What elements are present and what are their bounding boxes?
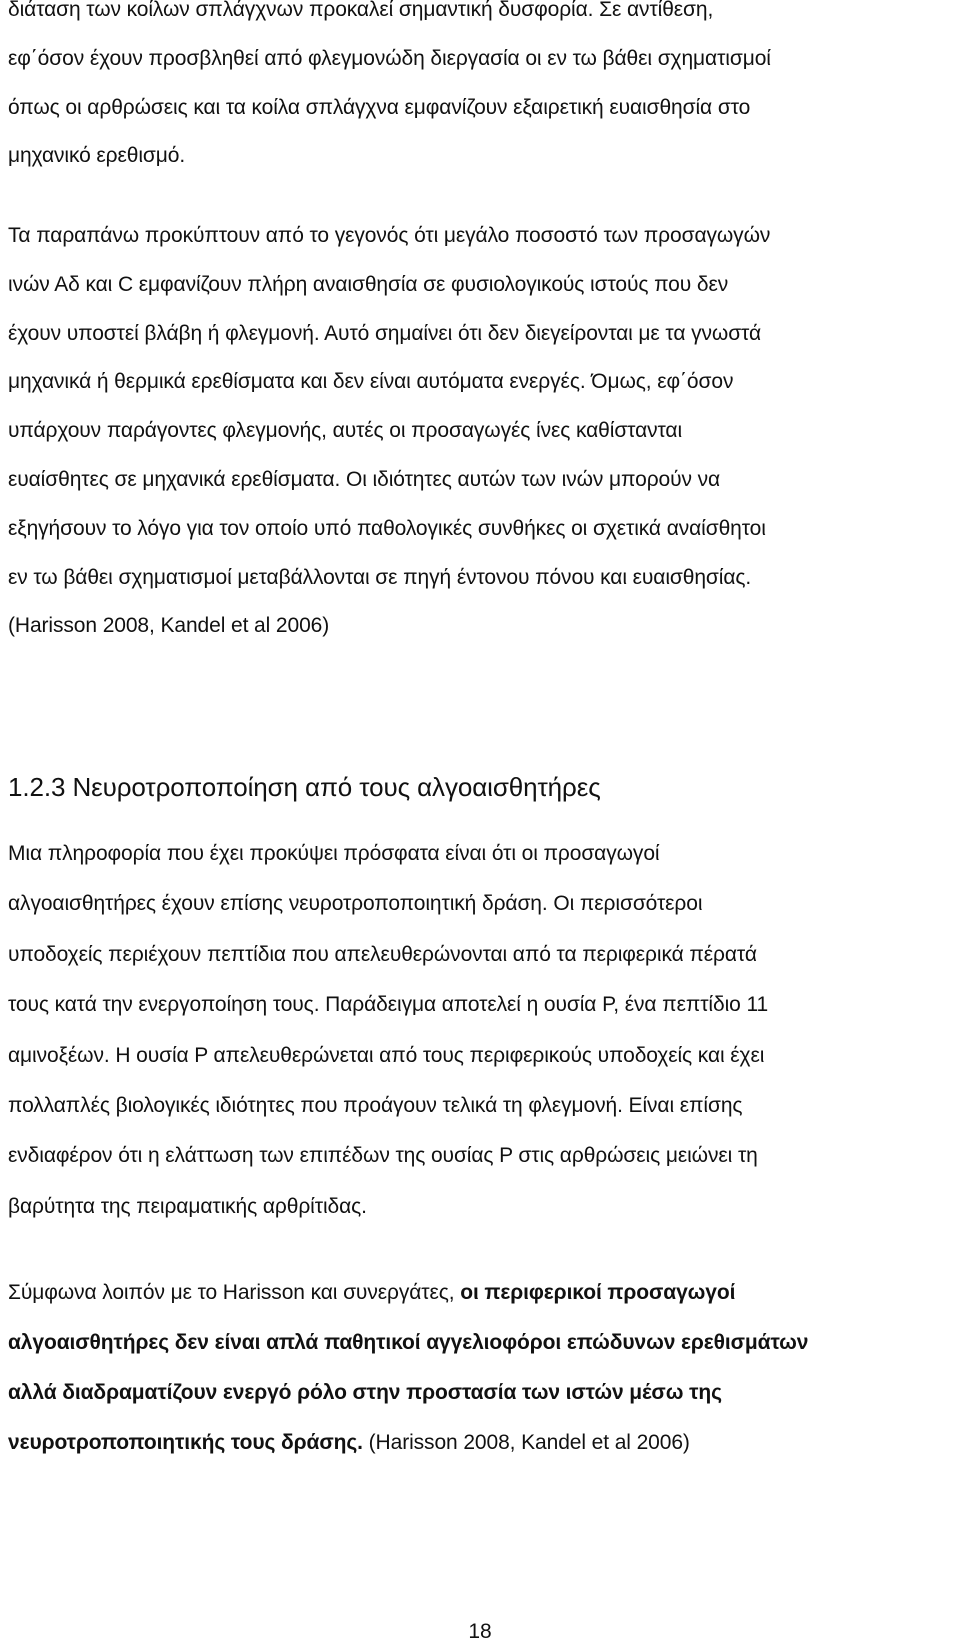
text-line: βαρύτητα της πειραματικής αρθρίτιδας. xyxy=(8,1194,367,1218)
paragraph-conclusion xyxy=(8,1268,948,1468)
text-line: όπως οι αρθρώσεις και τα κοίλα σπλάγχνα εμφανίζουν εξαιρετική ευαισθησία στο xyxy=(8,95,751,119)
text-line: Μια πληροφορία που έχει προκύψει πρόσφατα είναι ότι οι προσαγωγοί xyxy=(8,842,660,865)
text-line: πολλαπλές βιολογικές ιδιότητες που προάγουν τελικά τη φλεγμονή. Είναι επίσης xyxy=(8,1094,743,1118)
text-line: υποδοχείς περιέχουν πεπτίδια που απελευθερώνονται από τα περιφερικά πέρατά xyxy=(8,942,757,966)
text-line: αμινοξέων. Η ουσία P απελευθερώνεται από τους περιφερικούς υποδοχείς και έχει xyxy=(8,1043,765,1067)
paragraph-intro-continued xyxy=(8,0,948,181)
text-line: ινών Αδ και C εμφανίζουν πλήρη αναισθησία σε φυσιολογικούς ιστούς που δεν xyxy=(8,272,729,296)
text-line: μηχανικό ερεθισμό. xyxy=(8,144,186,168)
text-line: εν τω βάθει σχηματισμοί μεταβάλλονται σε πηγή έντονου πόνου και ευαισθησίας. xyxy=(8,565,752,589)
text-line xyxy=(8,1418,948,1468)
citation-text: (Harisson 2008, Kandel et al 2006) xyxy=(362,1431,690,1454)
text-line: υπάρχουν παράγοντες φλεγμονής, αυτές οι προσαγωγές ίνες καθίστανται xyxy=(8,419,683,443)
citation-line: (Harisson 2008, Kandel et al 2006) xyxy=(8,614,330,638)
text-line: έχουν υποστεί βλάβη ή φλεγμονή. Αυτό σημαίνει ότι δεν διεγείρονται με τα γνωστά xyxy=(8,321,761,345)
text-line: εξηγήσουν το λόγο για τον οποίο υπό παθολογικές συνθήκες οι σχετικά αναίσθητοι xyxy=(8,516,766,540)
text-line: εφ΄όσον έχουν προσβληθεί από φλεγμονώδη διεργασία οι εν τω βάθει σχηματισμοί xyxy=(8,46,771,70)
text-bold: νευροτροποποιητικής τους δράσης. xyxy=(8,1431,363,1454)
text-line: τους κατά την ενεργοποίηση τους. Παράδειγμα αποτελεί η ουσία P, ένα πεπτίδιο 11 xyxy=(8,993,769,1017)
text-line-bold: αλλά διαδραματίζουν ενεργό ρόλο στην προστασία των ιστών μέσω της xyxy=(8,1381,722,1404)
text-line: διάταση των κοίλων σπλάγχνων προκαλεί σημαντική δυσφορία. Σε αντίθεση, xyxy=(8,0,714,21)
text-line-bold: αλγοαισθητήρες δεν είναι απλά παθητικοί αγγελιοφόροι επώδυνων ερεθισμάτων xyxy=(8,1331,809,1354)
text-bold: οι περιφερικοί προσαγωγοί xyxy=(460,1281,736,1304)
paragraph-afferent-fibers xyxy=(8,212,948,651)
text-line xyxy=(8,1268,948,1318)
text-line: μηχανικά ή θερμικά ερεθίσματα και δεν είναι αυτόματα ενεργές. Όμως, εφ΄όσον xyxy=(8,370,734,394)
paragraph-neuromodulation xyxy=(8,829,948,1232)
text-line: ευαίσθητες σε μηχανικά ερεθίσματα. Οι ιδιότητες αυτών των ινών μπορούν να xyxy=(8,467,721,491)
text-normal: Σύμφωνα λοιπόν με το Harisson και συνεργάτες, xyxy=(8,1281,461,1304)
text-line: ενδιαφέρον ότι η ελάττωση των επιπέδων της ουσίας P στις αρθρώσεις μειώνει τη xyxy=(8,1144,758,1168)
text-line: Τα παραπάνω προκύπτουν από το γεγονός ότι μεγάλο ποσοστό των προσαγωγών xyxy=(8,224,771,247)
section-heading: 1.2.3 Νευροτροποποίηση από τους αλγοαισθητήρες xyxy=(8,772,601,802)
text-line: αλγοαισθητήρες έχουν επίσης νευροτροποποιητική δράση. Οι περισσότεροι xyxy=(8,892,703,916)
page-number: 18 xyxy=(468,1620,492,1643)
